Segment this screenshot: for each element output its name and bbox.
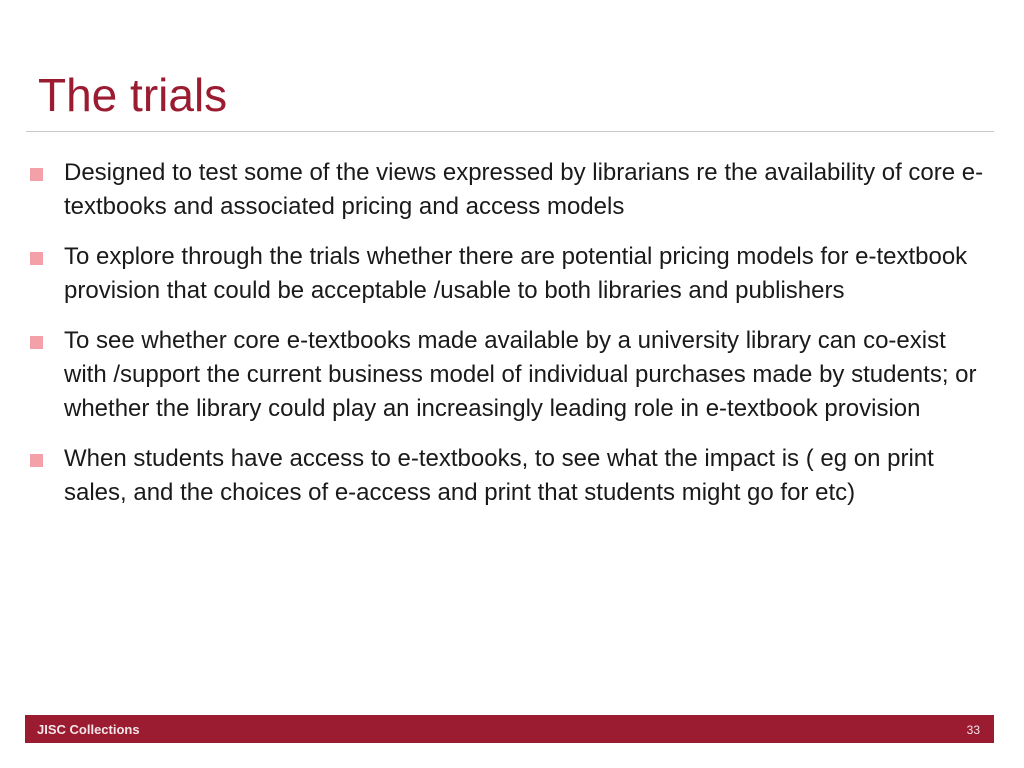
- bullet-text: To see whether core e-textbooks made available by a university library can co-exist with /support the current business model of individual purchases made by students; or whether the library could play an increasingly leading role in e-textbook provision: [64, 327, 977, 422]
- bullet-item-3: [30, 324, 990, 426]
- bullet-text: Designed to test some of the views expressed by librarians re the availability of core e-textbooks and associated pricing and access models: [64, 159, 984, 220]
- title-divider: [26, 131, 994, 132]
- footer-bar: [25, 715, 994, 743]
- bullet-text: To explore through the trials whether there are potential pricing models for e-textbook provision that could be acceptable /usable to both libraries and publishers: [64, 243, 968, 304]
- footer-organization: JISC Collections: [37, 722, 140, 737]
- square-bullet-icon: [30, 336, 43, 349]
- bullet-item-1: [30, 156, 990, 224]
- page-number: 33: [966, 723, 980, 737]
- square-bullet-icon: [30, 168, 43, 181]
- bullet-list: [30, 156, 990, 526]
- square-bullet-icon: [30, 252, 43, 265]
- bullet-item-2: [30, 240, 990, 308]
- bullet-item-4: [30, 442, 990, 510]
- square-bullet-icon: [30, 454, 43, 467]
- bullet-text: When students have access to e-textbooks, to see what the impact is ( eg on print sales, and the choices of e-access and print that students might go for etc): [64, 445, 934, 506]
- slide-title: The trials: [38, 69, 228, 121]
